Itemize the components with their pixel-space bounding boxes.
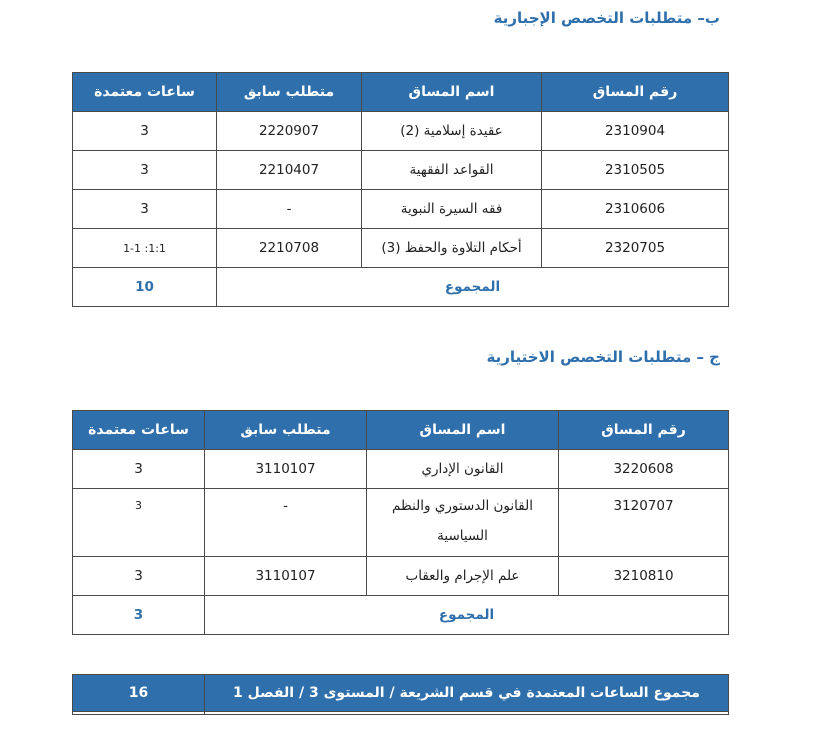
- summary-empty-cell: [205, 712, 729, 715]
- header-course-code: رقم المساق: [542, 73, 729, 112]
- total-label: المجموع: [205, 596, 729, 635]
- total-row: [73, 596, 729, 635]
- course-name: [367, 489, 559, 557]
- section-b-table: [72, 72, 729, 307]
- header-course-code: رقم المساق: [559, 411, 729, 450]
- header-course-name: اسم المساق: [367, 411, 559, 450]
- table-header-row: [73, 73, 729, 112]
- header-credit-hours: ساعات معتمدة: [73, 73, 217, 112]
- course-code: 2320705: [542, 229, 729, 268]
- course-name: أحكام التلاوة والحفظ (3): [362, 229, 542, 268]
- total-label: المجموع: [217, 268, 729, 307]
- summary-value: 16: [73, 675, 205, 712]
- credit-hours: 3: [73, 151, 217, 190]
- header-credit-hours: ساعات معتمدة: [73, 411, 205, 450]
- credit-hours: 3: [73, 112, 217, 151]
- table-row: [73, 557, 729, 596]
- prerequisite: 3110107: [205, 557, 367, 596]
- total-value: 10: [73, 268, 217, 307]
- credit-hours: 3: [73, 489, 205, 557]
- section-c-table: [72, 410, 729, 635]
- summary-empty-row: [73, 712, 729, 715]
- course-code: 2310505: [542, 151, 729, 190]
- course-name-line-2: السياسية: [437, 528, 488, 544]
- prerequisite: 3110107: [205, 450, 367, 489]
- summary-table: [72, 674, 729, 715]
- course-name: عقيدة إسلامية (2): [362, 112, 542, 151]
- prerequisite: 2210708: [217, 229, 362, 268]
- course-name: القواعد الفقهية: [362, 151, 542, 190]
- total-row: [73, 268, 729, 307]
- credit-hours: 3: [73, 450, 205, 489]
- summary-row: [73, 675, 729, 712]
- header-prerequisite: متطلب سابق: [205, 411, 367, 450]
- course-code: 3210810: [559, 557, 729, 596]
- prerequisite: -: [217, 190, 362, 229]
- table-row: [73, 450, 729, 489]
- summary-empty-cell: [73, 712, 205, 715]
- course-code: 3120707: [559, 489, 729, 557]
- credit-hours: 3: [73, 190, 217, 229]
- table-row: [73, 229, 729, 268]
- header-prerequisite: متطلب سابق: [217, 73, 362, 112]
- course-code: 2310904: [542, 112, 729, 151]
- header-course-name: اسم المساق: [362, 73, 542, 112]
- course-name: فقه السيرة النبوية: [362, 190, 542, 229]
- section-b-title: ب– متطلبات التخصص الإجبارية: [493, 9, 720, 27]
- table-row: [73, 489, 729, 557]
- prerequisite: 2210407: [217, 151, 362, 190]
- course-code: 3220608: [559, 450, 729, 489]
- summary-label: مجموع الساعات المعتمدة في قسم الشريعة / المستوى 3 / الفصل 1: [205, 675, 729, 712]
- prerequisite: -: [205, 489, 367, 557]
- course-code: 2310606: [542, 190, 729, 229]
- course-name: القانون الإداري: [367, 450, 559, 489]
- section-c-title: ج – متطلبات التخصص الاختيارية: [486, 348, 720, 366]
- table-row: [73, 190, 729, 229]
- table-row: [73, 112, 729, 151]
- credit-hours: 1-1 :1:1: [73, 229, 217, 268]
- table-header-row: [73, 411, 729, 450]
- prerequisite: 2220907: [217, 112, 362, 151]
- course-name: علم الإجرام والعقاب: [367, 557, 559, 596]
- course-name-line-1: القانون الدستوري والنظم: [392, 498, 533, 514]
- credit-hours: 3: [73, 557, 205, 596]
- table-row: [73, 151, 729, 190]
- total-value: 3: [73, 596, 205, 635]
